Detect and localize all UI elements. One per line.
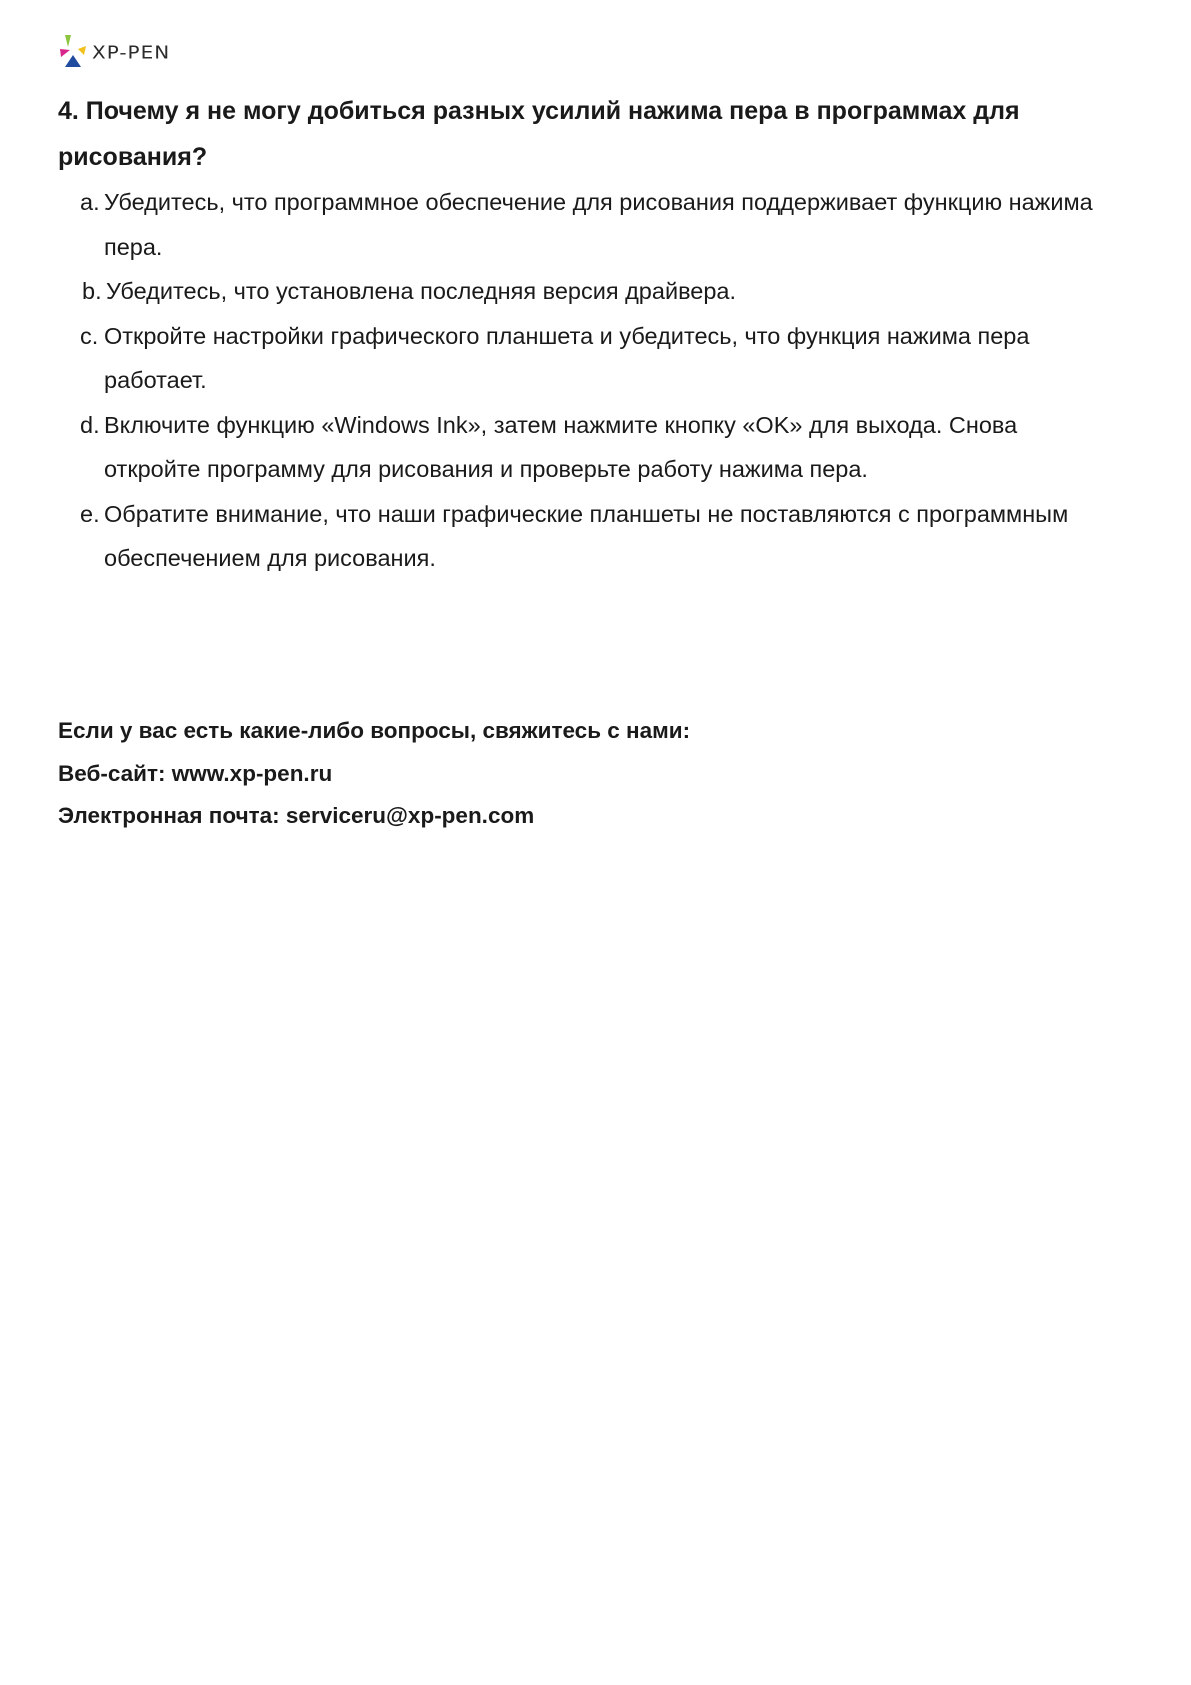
list-marker: c. <box>80 322 99 349</box>
question-heading: 4. Почему я не могу добиться разных усилий нажима пера в программах для рисования? <box>58 97 1020 171</box>
logo-green-shape <box>65 35 71 47</box>
list-item-text: Убедитесь, что программное обеспечение для рисования поддерживает функцию нажима пера. <box>104 189 1093 260</box>
logo-magenta-shape <box>60 49 70 57</box>
email-link[interactable]: serviceru@xp-pen.com <box>285 803 535 828</box>
list-item-text: Откройте настройки графического планшета и убедитесь, что функция нажима пера работает. <box>104 322 1030 393</box>
list-item-text: Обратите внимание, что наши графические планшеты не поставляются с программным обеспечением для рисования. <box>104 500 1069 571</box>
list-item <box>80 180 1120 269</box>
answer-list <box>80 180 1120 581</box>
list-item <box>80 492 1120 581</box>
list-item <box>80 403 1120 492</box>
list-item <box>80 314 1120 403</box>
list-marker: e. <box>80 500 100 527</box>
contact-website <box>58 753 690 796</box>
xp-pen-logo-icon <box>58 33 88 71</box>
list-item-text: Убедитесь, что установлена последняя версия драйвера. <box>106 278 737 304</box>
email-label: Электронная почта: <box>58 803 286 828</box>
website-link[interactable]: www.xp-pen.ru <box>171 760 333 786</box>
contact-email <box>58 795 690 838</box>
list-item-text: Включите функцию «Windows Ink», затем нажмите кнопку «OK» для выхода. Снова откройте программу для рисования и проверьте работу нажима пера. <box>104 411 1018 482</box>
website-label: Веб-сайт: <box>58 760 172 786</box>
contact-block <box>58 710 690 838</box>
logo-text: XP-PEN <box>92 41 171 63</box>
logo-yellow-shape <box>78 46 86 55</box>
list-marker: b. <box>82 278 102 304</box>
list-item <box>80 269 1120 314</box>
list-marker: a. <box>80 189 100 215</box>
list-marker: d. <box>80 411 100 438</box>
contact-intro: Если у вас есть какие-либо вопросы, свяжитесь с нами: <box>58 718 691 743</box>
brand-logo <box>58 32 170 72</box>
logo-blue-shape <box>65 55 81 67</box>
